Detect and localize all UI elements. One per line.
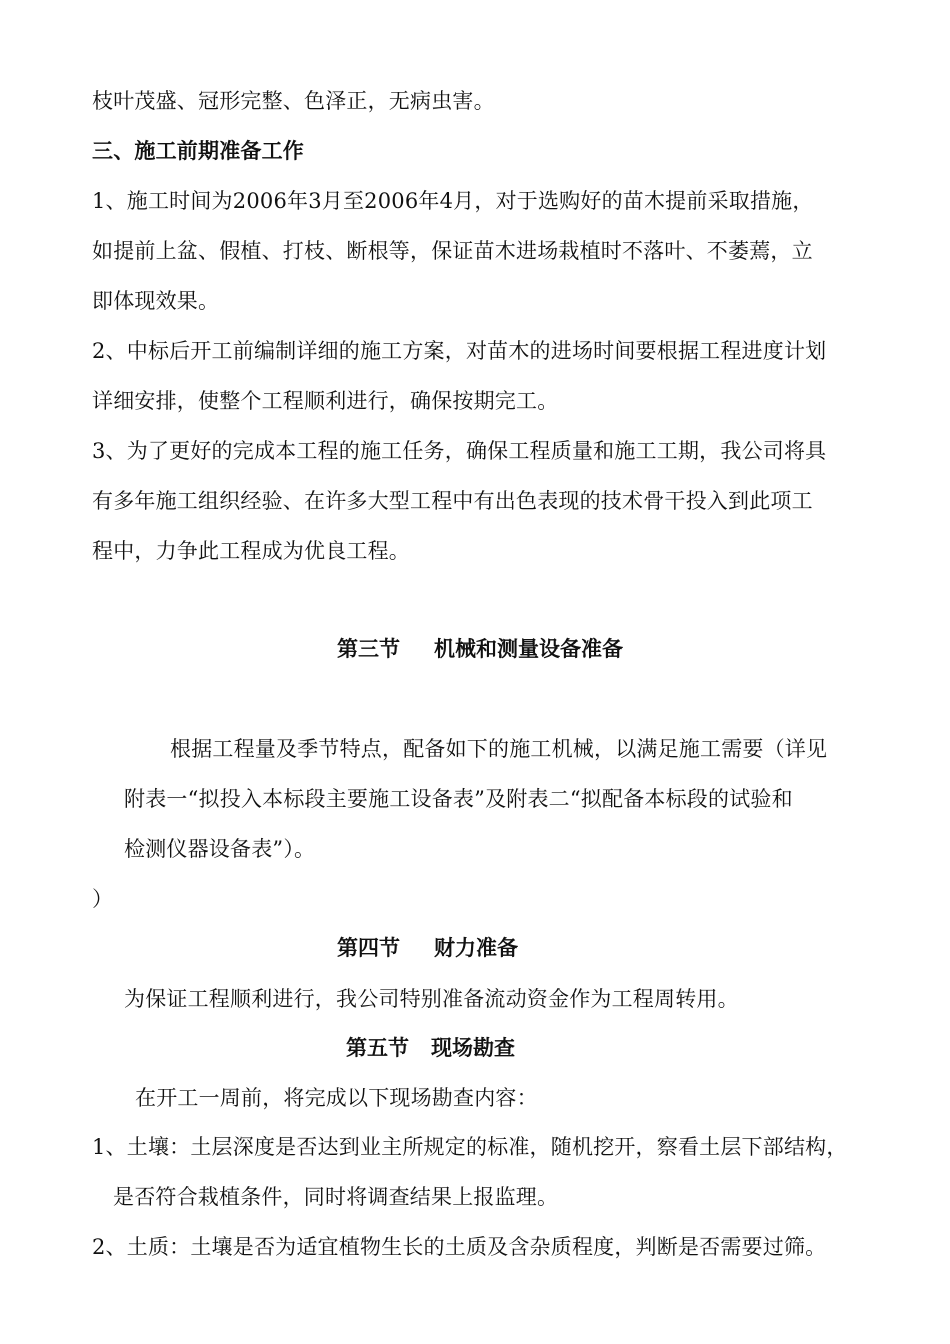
paragraph-line: 3、为了更好的完成本工程的施工任务，确保工程质量和施工工期，我公司将具 bbox=[92, 439, 827, 463]
paragraph-line: 枝叶茂盛、冠形完整、色泽正，无病虫害。 bbox=[92, 89, 495, 113]
section-title-text: 机械和测量设备准备 bbox=[434, 636, 623, 661]
section-title-4 bbox=[337, 935, 518, 961]
section-number: 第五节 bbox=[346, 1035, 409, 1060]
paragraph-line: 详细安排，使整个工程顺利进行，确保按期完工。 bbox=[92, 389, 559, 413]
paragraph-line: 程中，力争此工程成为优良工程。 bbox=[92, 539, 410, 563]
paragraph-line: 2、中标后开工前编制详细的施工方案，对苗木的进场时间要根据工程进度计划 bbox=[92, 339, 827, 363]
paragraph-line: 根据工程量及季节特点，配备如下的施工机械，以满足施工需要（详见 bbox=[170, 737, 828, 761]
paragraph-line: 附表一“拟投入本标段主要施工设备表”及附表二“拟配备本标段的试验和 bbox=[124, 787, 793, 811]
section-title-5 bbox=[346, 1035, 515, 1061]
section-title-text: 现场勘查 bbox=[431, 1035, 515, 1060]
paragraph-line: 为保证工程顺利进行，我公司特别准备流动资金作为工程周转用。 bbox=[124, 987, 739, 1011]
section-title-text: 财力准备 bbox=[434, 935, 518, 960]
paragraph-line: 有多年施工组织经验、在许多大型工程中有出色表现的技术骨干投入到此项工 bbox=[92, 489, 813, 513]
paragraph-line: 1、施工时间为2006年3月至2006年4月，对于选购好的苗木提前采取措施， bbox=[92, 189, 814, 213]
stray-paren: ） bbox=[92, 887, 114, 911]
section-number: 第四节 bbox=[337, 935, 400, 960]
paragraph-line: 在开工一周前，将完成以下现场勘查内容： bbox=[135, 1086, 538, 1110]
section-title-3 bbox=[337, 636, 623, 662]
paragraph-line: 1、土壤：土层深度是否达到业主所规定的标准，随机挖开，察看土层下部结构， bbox=[92, 1135, 848, 1159]
paragraph-line: 如提前上盆、假植、打枝、断根等，保证苗木进场栽植时不落叶、不萎蔫，立 bbox=[92, 239, 813, 263]
section-number: 第三节 bbox=[337, 636, 400, 661]
paragraph-line: 检测仪器设备表”）。 bbox=[124, 837, 316, 861]
section-heading-3: 三、施工前期准备工作 bbox=[92, 138, 304, 163]
paragraph-line: 2、土质：土壤是否为适宜植物生长的土质及含杂质程度，判断是否需要过筛。 bbox=[92, 1235, 827, 1259]
paragraph-line: 是否符合栽植条件，同时将调查结果上报监理。 bbox=[113, 1185, 559, 1209]
paragraph-line: 即体现效果。 bbox=[92, 289, 220, 313]
